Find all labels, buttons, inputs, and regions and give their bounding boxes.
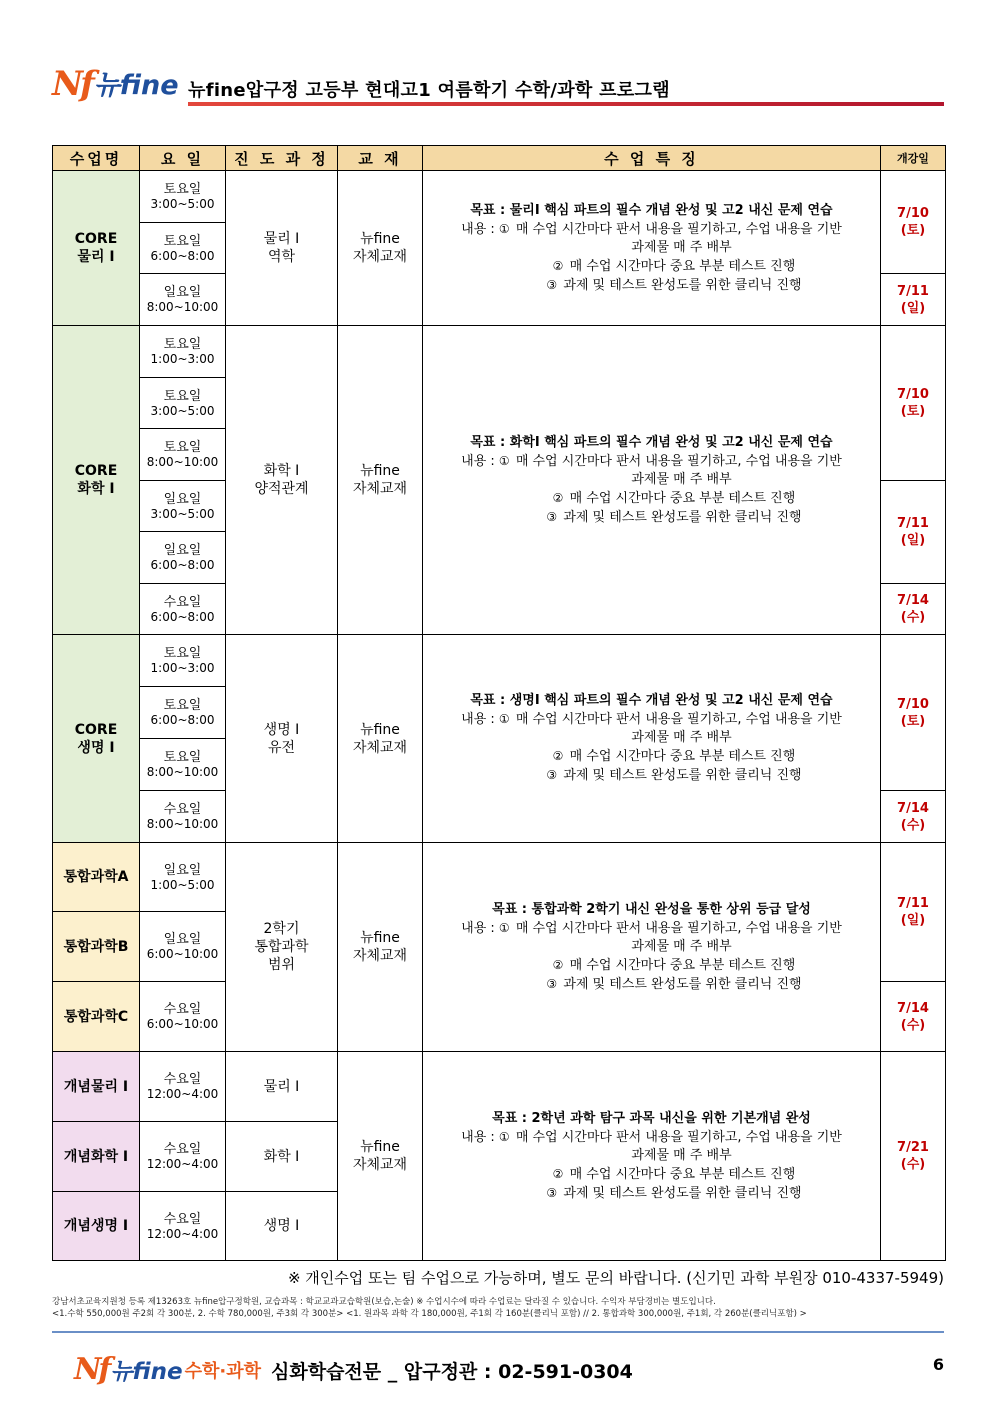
- feature-line: 과제물 매 주 배부: [631, 1147, 732, 1163]
- feature-goal: 목표 : 화학I 핵심 파트의 필수 개념 완성 및 고2 내신 문제 연습: [470, 434, 833, 450]
- page-number: 6: [932, 1355, 944, 1374]
- table-row: [53, 635, 946, 687]
- day-cell: [140, 791, 226, 843]
- feature-content-label: 내용 :: [461, 1129, 499, 1145]
- progress-cell: [226, 171, 338, 326]
- day-cell: [140, 843, 226, 912]
- start-date: 7/11: [897, 896, 929, 911]
- circled-number: ①: [498, 1129, 510, 1144]
- progress-cell: [226, 1052, 338, 1122]
- inquiry-note: ※ 개인수업 또는 팀 수업으로 가능하며, 별도 문의 바랍니다. (신기민 과학 부원장 010-4337-5949): [287, 1269, 944, 1287]
- feature-line: 매 수업 시간마다 중요 부분 테스트 진행: [569, 957, 796, 973]
- day-label: 수요일: [163, 802, 202, 817]
- feature-line: 매 수업 시간마다 판서 내용을 필기하고, 수업 내용을 기반: [515, 712, 842, 727]
- feature-line: 매 수업 시간마다 중요 부분 테스트 진행: [569, 490, 796, 506]
- circled-number: ①: [498, 221, 510, 236]
- feature-line: 매 수업 시간마다 판서 내용을 필기하고, 수업 내용을 기반: [515, 453, 842, 469]
- start-date: 7/10: [897, 387, 929, 402]
- class-name-cell: [53, 635, 140, 843]
- time-label: 12:00~4:00: [146, 1157, 219, 1171]
- feature-line: 과제물 매 주 배부: [631, 730, 732, 745]
- day-label: 토요일: [163, 646, 202, 661]
- header-textbook: 교 재: [338, 146, 423, 171]
- schedule-table: [52, 145, 946, 1261]
- progress-line: 생명 I: [263, 721, 300, 738]
- header-class-name: 수업명: [53, 146, 140, 171]
- progress-cell: [226, 1192, 338, 1261]
- day-cell: [140, 274, 226, 326]
- start-date-cell: [881, 635, 946, 791]
- fine-print: [52, 1296, 807, 1320]
- progress-line: 물리 I: [263, 1078, 300, 1095]
- class-name-cell: [53, 326, 140, 635]
- circled-number: ③: [546, 277, 558, 292]
- features-cell: [423, 1052, 881, 1261]
- day-label: 토요일: [163, 182, 202, 197]
- day-cell: [140, 912, 226, 982]
- textbook-line: 자체교재: [352, 1157, 408, 1173]
- feature-content-label: 내용 :: [461, 221, 499, 237]
- feature-goal: 목표 : 생명I 핵심 파트의 필수 개념 완성 및 고2 내신 문제 연습: [470, 693, 833, 708]
- start-date: 7/10: [897, 206, 929, 221]
- day-label: 토요일: [163, 337, 202, 352]
- class-name-line: CORE: [74, 463, 118, 479]
- page-header: [52, 60, 944, 110]
- day-cell: [140, 635, 226, 687]
- start-date: 7/14: [897, 593, 929, 608]
- feature-line: 매 수업 시간마다 중요 부분 테스트 진행: [569, 749, 796, 764]
- textbook-cell: [338, 1052, 423, 1261]
- circled-number: ③: [546, 509, 558, 524]
- table-header-row: [53, 146, 946, 171]
- progress-line: 역학: [267, 249, 296, 265]
- start-date: 7/14: [897, 1000, 929, 1016]
- start-date: 7/10: [897, 696, 929, 712]
- circled-number: ②: [552, 749, 564, 763]
- day-label: 수요일: [163, 594, 202, 610]
- day-cell: [140, 584, 226, 635]
- progress-line: 통합과학: [254, 939, 309, 955]
- start-date-cell: [881, 481, 946, 584]
- brand-logo: [52, 62, 179, 102]
- start-date: 7/11: [897, 283, 929, 299]
- circled-number: ②: [552, 1166, 564, 1181]
- page-footer: [74, 1350, 633, 1386]
- table-row: [53, 326, 946, 378]
- feature-line: 매 수업 시간마다 판서 내용을 필기하고, 수업 내용을 기반: [515, 1129, 842, 1145]
- features-cell: [423, 326, 881, 635]
- progress-line: 물리 I: [263, 231, 300, 247]
- start-date-cell: [881, 843, 946, 982]
- feature-content-label: 내용 :: [461, 712, 499, 727]
- time-label: 6:00~10:00: [146, 1017, 219, 1031]
- class-name-line: 통합과학C: [63, 1008, 129, 1025]
- start-date: 7/14: [897, 800, 929, 816]
- circled-number: ②: [552, 957, 564, 972]
- class-name-line: 생명 I: [77, 739, 115, 756]
- feature-content-label: 내용 :: [461, 920, 499, 936]
- time-label: 1:00~3:00: [150, 352, 215, 366]
- time-label: 8:00~10:00: [146, 817, 219, 831]
- start-date-cell: [881, 171, 946, 274]
- textbook-line: 자체교재: [352, 481, 408, 497]
- start-weekday: (수): [900, 817, 926, 833]
- progress-line: 2학기: [263, 921, 300, 937]
- textbook-cell: [338, 635, 423, 843]
- time-label: 6:00~10:00: [146, 947, 219, 961]
- progress-line: 유전: [267, 739, 296, 756]
- start-weekday: (일): [900, 913, 926, 928]
- day-label: 일요일: [163, 932, 202, 947]
- feature-line: 과제 및 테스트 완성도를 위한 클리닉 진행: [563, 277, 802, 293]
- features-cell: [423, 635, 881, 843]
- circled-number: ③: [546, 1185, 558, 1200]
- start-date: 7/11: [897, 516, 929, 531]
- time-label: 1:00~3:00: [150, 661, 215, 675]
- day-label: 일요일: [163, 862, 202, 878]
- start-weekday: (토): [900, 223, 926, 238]
- time-label: 6:00~8:00: [150, 558, 215, 572]
- header-day: 요 일: [140, 146, 226, 171]
- feature-content-label: 내용 :: [461, 453, 499, 469]
- progress-cell: [226, 843, 338, 1052]
- feature-line: 과제 및 테스트 완성도를 위한 클리닉 진행: [563, 976, 802, 992]
- circled-number: ③: [546, 976, 558, 991]
- features-cell: [423, 843, 881, 1052]
- textbook-line: 자체교재: [352, 739, 408, 756]
- feature-goal: 목표 : 통합과학 2학기 내신 완성을 통한 상위 등급 달성: [492, 901, 811, 917]
- fine-print-line: <1.수학 550,000원 주2회 각 300분, 2. 수학 780,000원, 주3회 각 300분> <1. 원과목 과학 각 180,000원, 주1회 각 160분(클리닉 포함) // 2. 통합과학 300,000원, 주1회, 각 260분(클리닉포함) >: [52, 1309, 807, 1319]
- day-cell: [140, 326, 226, 378]
- day-cell: [140, 378, 226, 429]
- logo-text: 뉴fine: [93, 70, 179, 101]
- time-label: 6:00~8:00: [150, 248, 215, 263]
- class-name-line: 물리 I: [77, 249, 115, 265]
- circled-number: ①: [498, 453, 510, 468]
- day-label: 수요일: [163, 1142, 202, 1157]
- day-label: 수요일: [163, 1211, 202, 1227]
- day-cell: [140, 739, 226, 791]
- progress-cell: [226, 635, 338, 843]
- day-cell: [140, 171, 226, 223]
- circled-number: ②: [552, 490, 564, 505]
- day-cell: [140, 481, 226, 532]
- feature-line: 매 수업 시간마다 중요 부분 테스트 진행: [569, 1166, 796, 1182]
- start-weekday: (토): [900, 404, 926, 419]
- progress-line: 양적관계: [254, 481, 309, 497]
- textbook-line: 뉴fine: [360, 930, 400, 946]
- progress-cell: [226, 326, 338, 635]
- start-date-cell: [881, 791, 946, 843]
- start-weekday: (수): [900, 1157, 926, 1172]
- time-label: 8:00~10:00: [146, 765, 219, 779]
- textbook-line: 뉴fine: [360, 231, 400, 247]
- footer-contact: 심화학습전문 _ 압구정관 : 02-591-0304: [271, 1361, 633, 1383]
- class-name-cell: [53, 843, 140, 912]
- footer-logo-icon: Nf: [74, 1352, 109, 1387]
- time-label: 3:00~5:00: [150, 403, 215, 418]
- circled-number: ①: [498, 712, 510, 726]
- title-underline: [188, 102, 944, 106]
- progress-cell: [226, 1122, 338, 1192]
- feature-line: 과제물 매 주 배부: [631, 938, 732, 954]
- day-cell: [140, 982, 226, 1052]
- footer-logo-text: 뉴fine: [110, 1359, 183, 1385]
- day-cell: [140, 1192, 226, 1261]
- start-weekday: (일): [900, 533, 926, 548]
- day-label: 수요일: [163, 1002, 202, 1017]
- time-label: 6:00~8:00: [150, 713, 215, 727]
- day-label: 토요일: [163, 698, 202, 713]
- day-cell: [140, 687, 226, 739]
- feature-goal: 목표 : 2학년 과학 탐구 과목 내신을 위한 기본개념 완성: [492, 1110, 811, 1126]
- circled-number: ③: [546, 768, 558, 782]
- feature-line: 과제 및 테스트 완성도를 위한 클리닉 진행: [563, 509, 802, 525]
- feature-line: 매 수업 시간마다 중요 부분 테스트 진행: [569, 258, 796, 274]
- class-name-cell: [53, 1122, 140, 1192]
- feature-line: 과제물 매 주 배부: [631, 471, 732, 487]
- class-name-line: 화학 I: [77, 481, 115, 497]
- textbook-line: 자체교재: [352, 948, 408, 964]
- circled-number: ①: [498, 920, 510, 935]
- start-date-cell: [881, 982, 946, 1052]
- day-label: 수요일: [163, 1072, 202, 1087]
- textbook-line: 자체교재: [352, 249, 408, 265]
- class-name-cell: [53, 171, 140, 326]
- feature-line: 과제물 매 주 배부: [631, 239, 732, 255]
- start-date: 7/21: [897, 1140, 929, 1155]
- textbook-line: 뉴fine: [360, 463, 400, 479]
- class-name-line: CORE: [74, 231, 118, 247]
- page-title: 뉴fine압구정 고등부 현대고1 여름학기 수학/과학 프로그램: [188, 80, 670, 101]
- header-progress: 진 도 과 정: [226, 146, 338, 171]
- textbook-cell: [338, 171, 423, 326]
- time-label: 12:00~4:00: [146, 1226, 219, 1241]
- table-row: [53, 1052, 946, 1122]
- features-cell: [423, 171, 881, 326]
- day-label: 토요일: [163, 233, 202, 249]
- start-weekday: (일): [900, 300, 926, 316]
- table-row: [53, 171, 946, 223]
- class-name-line: 개념생명 I: [63, 1218, 129, 1234]
- feature-goal: 목표 : 물리I 핵심 파트의 필수 개념 완성 및 고2 내신 문제 연습: [470, 202, 833, 218]
- textbook-cell: [338, 326, 423, 635]
- class-name-cell: [53, 912, 140, 982]
- class-name-line: 통합과학B: [63, 938, 129, 955]
- progress-line: 범위: [267, 957, 296, 973]
- start-weekday: (수): [900, 610, 926, 625]
- start-date-cell: [881, 274, 946, 326]
- feature-line: 과제 및 테스트 완성도를 위한 클리닉 진행: [563, 768, 802, 783]
- day-cell: [140, 429, 226, 481]
- day-label: 일요일: [163, 285, 202, 300]
- circled-number: ②: [552, 258, 564, 273]
- day-cell: [140, 532, 226, 584]
- feature-line: 과제 및 테스트 완성도를 위한 클리닉 진행: [563, 1185, 802, 1201]
- textbook-cell: [338, 843, 423, 1052]
- fine-print-line: 강남서초교육지원청 등록 제13263호 뉴fine압구정학원, 교습과목 : 학교교과교습학원(보습,논술) ※ 수업시수에 따라 수업료는 달라질 수 있습니다. 수익자 부담경비는 별도입니다.: [52, 1297, 716, 1307]
- time-label: 3:00~5:00: [150, 197, 215, 211]
- textbook-line: 뉴fine: [360, 1139, 400, 1155]
- start-date-cell: [881, 1052, 946, 1261]
- day-label: 일요일: [163, 543, 202, 558]
- feature-line: 매 수업 시간마다 판서 내용을 필기하고, 수업 내용을 기반: [515, 221, 842, 237]
- header-features: 수 업 특 징: [423, 146, 881, 171]
- logo-mark-icon: Nf: [52, 64, 92, 104]
- time-label: 8:00~10:00: [146, 300, 219, 314]
- header-start-date: 개강일: [881, 146, 946, 171]
- time-label: 1:00~5:00: [150, 877, 215, 892]
- footer-subjects: 수학·과학: [184, 1361, 262, 1382]
- start-weekday: (수): [900, 1017, 926, 1033]
- table-row: [53, 843, 946, 912]
- day-label: 토요일: [163, 750, 202, 765]
- progress-line: 화학 I: [263, 463, 300, 479]
- start-weekday: (토): [900, 713, 926, 729]
- day-cell: [140, 1122, 226, 1192]
- time-label: 8:00~10:00: [146, 455, 219, 469]
- class-name-line: 개념물리 I: [63, 1078, 129, 1095]
- progress-line: 화학 I: [263, 1148, 300, 1165]
- class-name-line: 개념화학 I: [63, 1148, 129, 1165]
- feature-line: 매 수업 시간마다 판서 내용을 필기하고, 수업 내용을 기반: [515, 920, 842, 936]
- day-cell: [140, 1052, 226, 1122]
- class-name-cell: [53, 982, 140, 1052]
- class-name-cell: [53, 1192, 140, 1261]
- day-label: 토요일: [163, 388, 202, 404]
- textbook-line: 뉴fine: [360, 721, 400, 738]
- time-label: 6:00~8:00: [150, 609, 215, 624]
- class-name-line: 통합과학A: [63, 869, 129, 885]
- start-date-cell: [881, 584, 946, 635]
- time-label: 12:00~4:00: [146, 1087, 219, 1101]
- progress-line: 생명 I: [263, 1218, 300, 1234]
- day-label: 토요일: [163, 440, 202, 455]
- day-label: 일요일: [163, 491, 202, 507]
- footer-divider: [52, 1331, 944, 1333]
- time-label: 3:00~5:00: [150, 506, 215, 521]
- class-name-cell: [53, 1052, 140, 1122]
- class-name-line: CORE: [74, 721, 118, 738]
- start-date-cell: [881, 326, 946, 481]
- day-cell: [140, 223, 226, 274]
